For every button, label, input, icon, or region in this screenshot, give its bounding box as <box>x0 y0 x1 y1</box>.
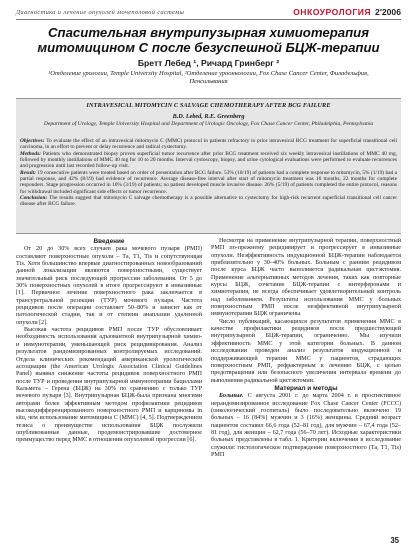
section-heading-introduction: Введение <box>93 238 125 245</box>
page-number: 35 <box>390 536 399 545</box>
authors: Бретт Лебед ¹, Ричард Гринберг ² <box>137 58 280 68</box>
section-title: Диагностика и лечение опухолей мочеполовой системы <box>16 9 185 16</box>
paragraph <box>211 393 401 459</box>
paragraph: Высокая частота рецидивов РМП после ТУР обусловливает необходимость использования адъювантной внутрипузырной химио- и иммунотерапии, уменьшающей риск рецидивирования. Анализ результатов рандомизированных контролируемых исследований. Отдела клинических рекомендаций американской урологической ассоциации (the American Urologic Association Clinical Guidelines Panel) выявил снижение частоты рецидивов поверхностного РМП после ТУР и проведения внутрипузырной иммунотерапии бациллами Кальмета – Герена (БЦЖ) на 30% по сравнению с только ТУР мочевого пузыря [3]. Внутрипузырная БЦЖ-была признана многими авторами более эффективным методом профилактики рецидивов высокодифференцированного поверхностного РМП и карциномы in situ, чем использование митомицина С (ММС) [4, 5]. Подтверждением тезиса о преимуществе использования БЦЖ послужили опубликованные данные, продемонстрировавшие достоверное преимущество перед ММС в отношении опухолевой прогрессии [6]. <box>16 327 202 444</box>
methods-text: Patients who demonstrated biopsy proven superficial tumor recurrence after prior BCG treatment received six weekly intravesical instillations of MMC 40 mg, followed by monthly instillations of MMC 40 mg for 10 to 20 months. Interval cystoscopy, biopsy, and urine cytological evaluations were performed to evaluate recurrences and progression until last recorded follow-up visit. <box>20 150 397 170</box>
patients-text: С августа 2001 г. до марта 2004 г. в проспективное нерандомизированное исследование Fox Chase Cancer Center (FCCC) (онкологический госпиталь) было последовательно включено 19 больных – 16 (84%) мужчин и 3 (16%) женщины. Средний возраст пациентов составил 66,6 года (52–81 год), для мужчин – 67,4 года (52–81 год), для женщин – 62,7 года (56–70 лет). Исходные характеристики больных представлены в табл. 1. Критерии включения в исследование служили: гистологическое подтверждение поверхностного (Та, Т1, Тis) РМП <box>211 393 401 458</box>
conclusion-label: Conclusion: <box>20 195 48 202</box>
abstract-methods <box>20 151 397 170</box>
abstract-objectives <box>20 138 397 151</box>
abstract-affiliation: Department of Urology, Temple University Hospital and Department of Urologic Oncology, Fox Chase Cancer Center, Philadelphia, Pennsylvania <box>43 121 374 127</box>
paragraph: Несмотря на применение внутрипузырной терапии, поверхностный РМП по-прежнему рецидивирует и прогрессирует в инвазивные опухоли. Неэффективность индукционной БЦЖ-терапии наблюдается приблизительно у 30–40% больных. Больным с ранним рецидивом после курса БЦЖ часто выполняется радикальная цистэктомия. Применение альтернативных методов лечения, таких как повторные курсы БЦЖ, сочетание БЦЖ-терапии с интерферонами и химиотерапия, не всегда обеспечивает удовлетворительный контроль над заболеванием. Результаты использования ММС у больных поверхностным РМП после неэффективной внутрипузырной иммунотерапии БЦЖ ограничены. <box>211 238 401 318</box>
article-title: Спасительная внутрипузырная химиотерапия митомицином С после безуспешной БЦЖ-терапии <box>37 25 380 55</box>
objectives-label: Objectives: <box>20 138 45 144</box>
abstract-authors: B.D. Lebed, R.E. Greenberg <box>172 113 245 120</box>
abstract-results <box>20 170 397 195</box>
header-divider <box>16 19 401 20</box>
results-label: Result: <box>20 169 36 176</box>
paragraph: Число публикаций, касающихся результатов применения ММС в качестве профилактики рецидивов после предшествующей внутрипузырной БЦЖ-терапии, ограниченно. Мы изучили эффективность ММС у этой категории больных. В данном исследовании проведен анализ результатов индукционной и поддерживающей терапии ММС у пациентов, страдающих поверхностным РМП, рефрактерным к лечению БЦЖ, с целью предотвращения или безопасного увеличения интервала времени до выполнения радикальной цистэктомии. <box>211 318 401 384</box>
abstract-title: INTRAVESICAL MITOMYCIN C SALVAGE CHEMOTHERAPY AFTER BCG FAILURE <box>86 102 331 109</box>
english-abstract <box>16 98 401 234</box>
objectives-text: To evaluate the effect of an intravesical mitomycin C (MMC) protocol in patients refractory to prior intravesical BCG treatment for superficial transitional cell carcinoma, in an effort to prevent or delay recurrence and radical cystectomy. <box>20 138 397 151</box>
right-column <box>211 238 401 459</box>
journal-info <box>293 7 401 17</box>
section-heading-methods: Материал и методы <box>274 384 338 392</box>
left-column <box>16 238 202 445</box>
abstract-conclusion <box>20 195 397 208</box>
paragraph: От 20 до 30% всех случаев рака мочевого пузыря (РМП) составляют поверхностные опухоли – Та, Т1, Тis и сопутствующая Тis. Хотя большинство впервые диагностированных новообразований данной локализации являются поверхностными, существует значительный риск последующей прогрессии заболевания. От 5 до 30% поверхностных опухолей в итоге прогрессируют в инвазивные [1]. Первичное лечение поверхностного рака заключается в трансуретральной резекции (ТУР) мочевого пузыря. Частота рецидивов после операции составляет 50–80% и зависит как от патологической стадии, так и от степени анаплазии удаленной опухоли [2]. <box>16 246 202 326</box>
abstract-body <box>20 138 397 208</box>
methods-label: Methods: <box>20 150 41 157</box>
affiliation: ¹Отделение урологии, Temple University Hospital, ²Отделение урoонкологии, Fox Chase Cancer Center, Филадельфия, Пенсильвания <box>48 70 369 86</box>
issue-number: 2'2006 <box>375 7 401 17</box>
conclusion-text: The results suggest that mitomycin C salvage chemotherapy is a possible alternative to cystectomy for high-risk recurrent superficial transitional cell cancer disease after BCG failure. <box>20 195 397 208</box>
results-text: 19 consecutive patients were treated based on order of presentation after BCG failure. 53% (10/19) of patients had a complete response to mitomycin, 5% (1/19) had a partial response, and 42% (8/19) had evidence of recurrence. Average disease-free interval after start of mitomycin treatment was 16 months, 22 months for complete responders. Stage progression occurred in 16% (3/19) of patients; no patient developed muscle invasive disease. 26% (5/19) of patients completed the entire protocol, reasons for withdrawal included significant side effects or tumor recurrence. <box>20 169 397 195</box>
patients-label: Больные. <box>219 393 244 400</box>
journal-name: ОНКОУРОЛОГИЯ <box>293 7 372 17</box>
